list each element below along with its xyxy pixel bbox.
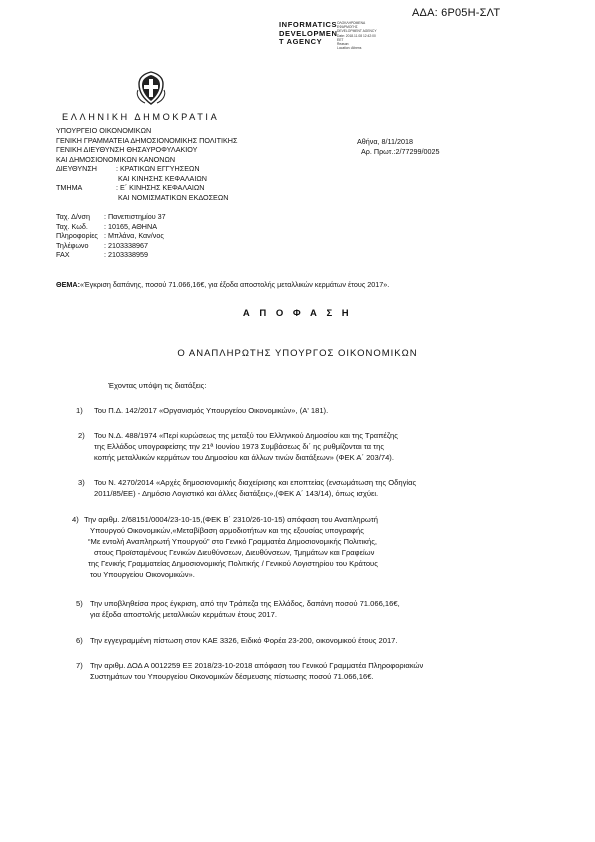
contact-row: Πληροφορίες : Μπλάνα, Καν/νος	[56, 231, 164, 240]
greek-emblem-icon	[133, 70, 169, 106]
list-item: 6) Την εγγεγραμμένη πίστωση στον ΚΑΕ 3326, Ειδικό Φορέα 23-200, οικονομικού έτους 2017.	[76, 636, 398, 645]
decision-title: Α Π Ο Φ Α Σ Η	[242, 308, 353, 319]
republic-title: ΕΛΛΗΝΙΚΗ ΔΗΜΟΚΡΑΤΙΑ	[62, 112, 220, 122]
ministry-line: ΥΠΟΥΡΓΕΙΟ ΟΙΚΟΝΟΜΙΚΩΝ	[56, 126, 152, 135]
subject-text: «Έγκριση δαπάνης, ποσού 71.066,16€, για έξοδα αποστολής μεταλλικών κερμάτων έτους 2017».	[79, 280, 390, 289]
ministry-line: ΓΕΝΙΚΗ ΓΡΑΜΜΑΤΕΙΑ ΔΗΜΟΣΙΟΝΟΜΙΚΗΣ ΠΟΛΙΤΙΚΗΣ	[56, 135, 238, 145]
signature-line: Reason:	[337, 42, 350, 47]
ministry-header	[56, 126, 237, 202]
minister-title: Ο ΑΝΑΠΛΗΡΩΤΗΣ ΥΠΟΥΡΓΟΣ ΟΙΚΟΝΟΜΙΚΩΝ	[177, 348, 418, 359]
list-item: 2) Του Ν.Δ. 488/1974 «Περί κυρώσεως της μεταξύ του Ελληνικού Δημοσίου και της Τραπέζης της Ελλάδος υπογραφείσης την 21ª Ιουνίου 1973 Συμβάσεως δι΄ ης ρυθμίζονται τα της κοπής μεταλλικών κερμάτων του Δημοσίου και άλλων τινών διατάξεων» (ΦΕΚ Α΄ 203/74).	[78, 431, 398, 462]
signature-line: ΟΛΟΚΛΗΡΩΜΕΝΑ	[337, 21, 366, 25]
signature-line: EET	[337, 37, 344, 42]
digital-signature-details	[337, 21, 377, 50]
contact-details	[56, 212, 166, 260]
signature-line: Location: Athens	[337, 46, 362, 51]
department-row: ΚΑΙ ΝΟΜΙΣΜΑΤΙΚΩΝ ΕΚΔΟΣΕΩΝ	[116, 192, 229, 202]
signature-line: Date: 2018.11.08 12:42:00	[337, 33, 376, 38]
contact-row: Ταχ. Δ/νση : Πανεπιστημίου 37	[56, 212, 166, 221]
contact-row: Ταχ. Κωδ. : 10165, ΑΘΗΝΑ	[56, 221, 157, 231]
department-row: ΔΙΕΥΘΥΝΣΗ : ΚΡΑΤΙΚΩΝ ΕΓΓΥΗΣΕΩΝ	[56, 164, 200, 173]
list-item: 4) Την αριθμ. 2/68151/0004/23-10-15,(ΦΕΚ Β΄ 2310/26-10-15) απόφαση του Αναπληρωτή Υπουργού Οικονομικών,«Μεταβίβαση αρμοδιοτήτων και της εξουσίας υπογραφής “Με εντολή Αναπληρωτή Υπουργού” στο Γενικό Γραμματέα Δημοσιονομικής Πολιτικής, στους Προϊσταμένους Γενικών Διευθύνσεων, Διευθύνσεων, Τμημάτων και Γραφείων της Γενικής Γραμματείας Δημοσιονομικής Πολιτικής / Γενικού Λογιστηρίου του Κράτους του Υπουργείου Οικονομικών».	[72, 515, 378, 579]
ministry-line: ΓΕΝΙΚΗ ΔΙΕΥΘΥΝΣΗ ΘΗΣΑΥΡΟΦΥΛΑΚΙΟΥ	[56, 145, 198, 154]
list-item: 7) Την αριθμ. ΔΟΔ Α 0012259 ΕΞ 2018/23-10-2018 απόφαση του Γενικού Γραμματέα Πληροφοριακών Συστημάτων του Υπουργείου Οικονομικών δέσμευσης πίστωσης ποσού 71.066,16€.	[76, 661, 424, 681]
protocol-number: Αρ. Πρωτ.:2/77299/0025	[361, 146, 440, 156]
department-row: ΚΑΙ ΚΙΝΗΣΗΣ ΚΕΦΑΛΑΙΩΝ	[116, 173, 207, 183]
date-protocol-block	[357, 137, 439, 156]
agency-word: T AGENCY	[279, 37, 323, 47]
department-row: ΤΜΗΜΑ : Ε΄ ΚΙΝΗΣΗΣ ΚΕΦΑΛΑΙΩΝ	[56, 183, 205, 192]
agency-word: DEVELOPMEN	[279, 28, 338, 38]
list-item: 1) Του Π.Δ. 142/2017 «Οργανισμός Υπουργείου Οικονομικών», (Α' 181).	[76, 406, 329, 415]
contact-row: Τηλέφωνο : 2103338967	[56, 240, 148, 250]
signature-line: ΕΦΑΡΜΟΓΗΣ	[337, 25, 358, 30]
intro-text: Έχοντας υπόψη τις διατάξεις:	[108, 381, 207, 390]
agency-word: INFORMATICS	[279, 20, 338, 29]
contact-row: FAX : 2103338959	[56, 250, 148, 259]
document-date: Αθήνα, 8/11/2018	[357, 137, 413, 146]
subject-line	[56, 280, 389, 289]
list-item: 5) Την υποβληθείσα προς έγκριση, από την Τράπεζα της Ελλάδος, δαπάνη ποσού 71.066,16€, για έξοδα αποστολής μεταλλικών κερμάτων έτους 2017.	[76, 599, 400, 619]
subject-label: ΘΕΜΑ:	[56, 280, 80, 289]
ministry-line: ΚΑΙ ΔΗΜΟΣΙΟΝΟΜΙΚΩΝ ΚΑΝΟΝΩΝ	[56, 154, 176, 164]
ada-code: ΑΔΑ: 6Ρ05Η-ΣΛΤ	[412, 7, 501, 19]
list-item: 3) Του Ν. 4270/2014 «Αρχές δημοσιονομικής διαχείρισης και εποπτείας (ενσωμάτωση της Οδηγίας 2011/85/ΕΕ) - Δημόσιο Λογιστικό και άλλες διατάξεις»,(ΦΕΚ Α΄ 143/14), όπως ισχύει.	[78, 478, 417, 498]
agency-signature-stamp	[279, 21, 419, 61]
signature-line: DEVELOPMENT AGENCY	[337, 29, 377, 34]
